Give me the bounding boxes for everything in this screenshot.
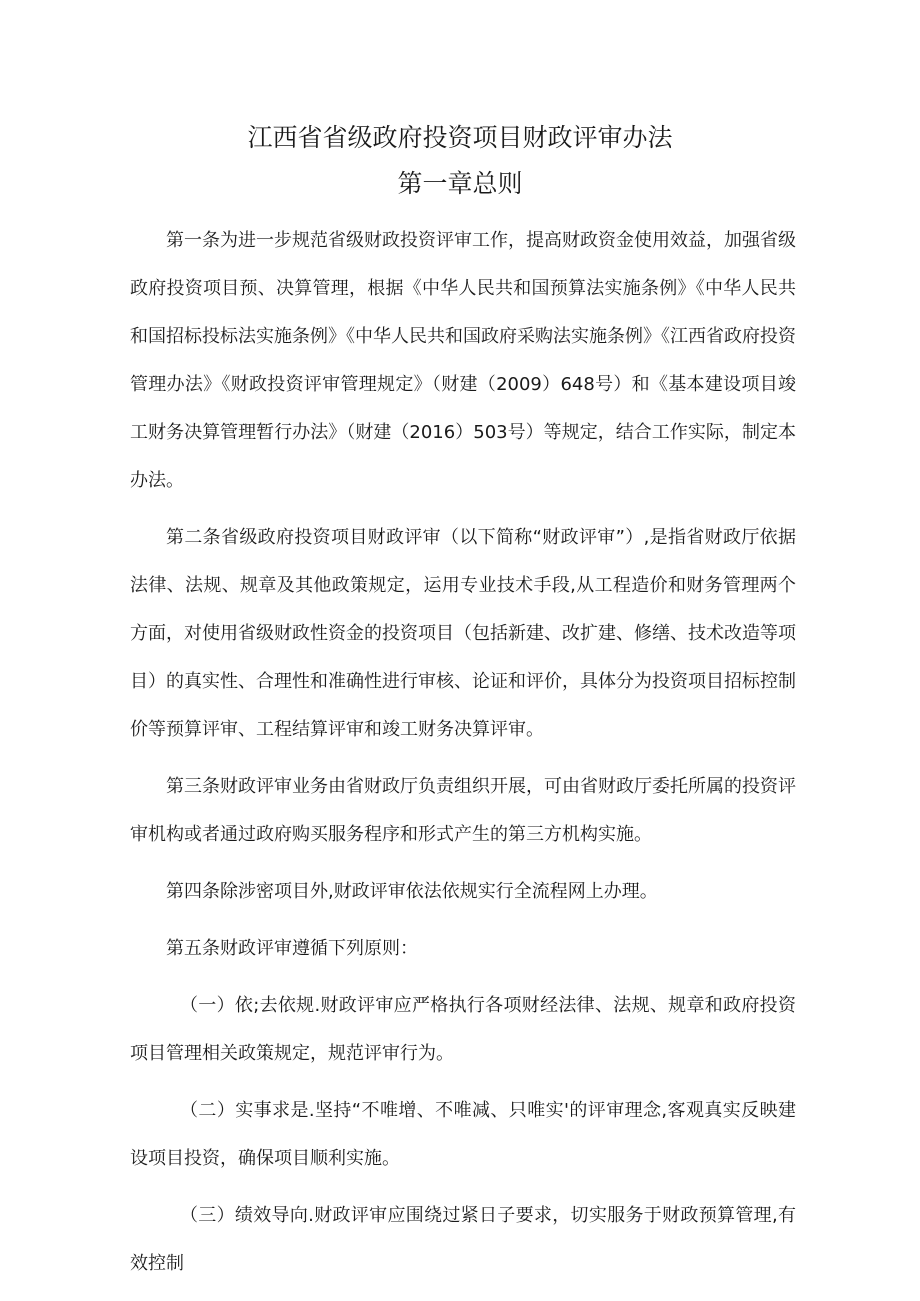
article-4-paragraph: 第四条除涉密项目外,财政评审依法依规实行全流程网上办理。 (166, 881, 658, 902)
document-body (130, 217, 796, 1297)
chapter-title: 第一章总则 (397, 169, 523, 198)
principle-3-paragraph: （三）绩效导向.财政评审应围绕过紧日子要求，切实服务于财政预算管理,有效控制 (130, 1205, 796, 1274)
article-5-paragraph: 第五条财政评审遵循下列原则： (166, 938, 418, 959)
principle-2-paragraph: （二）实事求是.坚持“不唯增、不唯减、只唯实'的评审理念,客观真实反映建设项目投资，确保项目顺利实施。 (130, 1100, 796, 1169)
article-1-paragraph: 第一条为进一步规范省级财政投资评审工作，提高财政资金使用效益，加强省级政府投资项目预、决算管理，根据《中华人民共和国预算法实施条例》《中华人民共和国招标投标法实施条例》《中华人民共和国政府采购法实施条例》《江西省政府投资管理办法》《财政投资评审管理规定》（财建（2009）648号）和《基本建设项目竣工财务决算管理暂行办法》（财建（2016）503号）等规定，结合工作实际，制定本办法。 (130, 230, 796, 491)
document-title: 江西省省级政府投资项目财政评审办法 (247, 123, 673, 152)
article-2-paragraph: 第二条省级政府投资项目财政评审（以下简称“财政评审”）,是指省财政厅依据法律、法规、规章及其他政策规定，运用专业技术手段,从工程造价和财务管理两个方面，对使用省级财政性资金的投资项目（包括新建、改扩建、修缮、技术改造等项目）的真实性、合理性和准确性进行审核、论证和评价，具体分为投资项目招标控制价等预算评审、工程结算评审和竣工财务决算评审。 (130, 527, 796, 740)
article-3-paragraph: 第三条财政评审业务由省财政厅负责组织开展，可由省财政厅委托所属的投资评审机构或者通过政府购买服务程序和形式产生的第三方机构实施。 (130, 776, 796, 845)
principle-1-paragraph: （一）依;去依规.财政评审应严格执行各项财经法律、法规、规章和政府投资项目管理相关政策规定，规范评审行为。 (130, 995, 796, 1064)
